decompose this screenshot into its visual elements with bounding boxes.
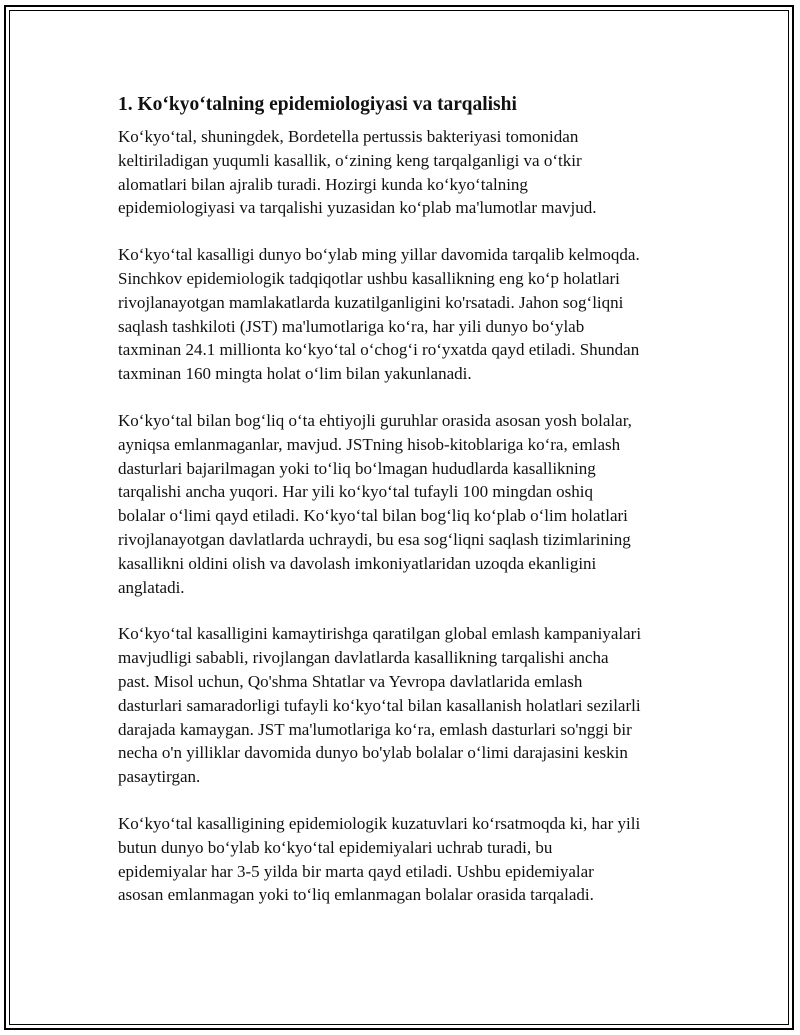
paragraph-line: dasturlari bajarilmagan yoki to‘liq bo‘lmagan hududlarda kasallikning (118, 458, 596, 478)
paragraph-line: ayniqsa emlanmaganlar, mavjud. JSTning hisob-kitoblariga ko‘ra, emlash (118, 434, 621, 454)
paragraph-line: Ko‘kyo‘tal bilan bog‘liq o‘ta ehtiyojli guruhlar orasida asosan yosh bolalar, (118, 410, 632, 430)
paragraph-line: anglatadi. (118, 577, 185, 597)
paragraph-line: mavjudligi sababli, rivojlangan davlatlarda kasallikning tarqalishi ancha (118, 648, 609, 668)
document-body (118, 92, 690, 930)
paragraph-line: rivojlanayotgan mamlakatlarda kuzatilganligini ko'rsatadi. Jahon sog‘liqni (118, 292, 624, 312)
section-heading: 1. Ko‘kyo‘talning epidemiologiyasi va tarqalishi (118, 94, 517, 115)
paragraph-line: Ko‘kyo‘tal, shuningdek, Bordetella pertussis bakteriyasi tomonidan (118, 127, 579, 146)
paragraph-line: rivojlanayotgan davlatlarda uchraydi, bu esa sog‘liqni saqlash tizimlarining (118, 529, 631, 549)
paragraph-line: Ko‘kyo‘tal kasalligining epidemiologik kuzatuvlari ko‘rsatmoqda ki, har yili (118, 813, 641, 833)
paragraph-1 (118, 125, 690, 220)
paragraph-line: alomatlari bilan ajralib turadi. Hozirgi kunda ko‘kyo‘talning (118, 174, 528, 194)
paragraph-line: butun dunyo bo‘ylab ko‘kyo‘tal epidemiyalari uchrab turadi, bu (118, 837, 553, 857)
paragraph-line: tarqalishi ancha yuqori. Har yili ko‘kyo‘tal tufayli 100 mingdan oshiq (118, 482, 593, 502)
paragraph-2 (118, 243, 690, 386)
paragraph-line: Ko‘kyo‘tal kasalligini kamaytirishga qaratilgan global emlash kampaniyalari (118, 624, 642, 644)
paragraph-3 (118, 409, 690, 599)
paragraph-line: epidemiyalar har 3-5 yilda bir marta qayd etiladi. Ushbu epidemiyalar (118, 861, 594, 881)
paragraph-line: darajada kamaygan. JST ma'lumotlariga ko‘ra, emlash dasturlari so'nggi bir (118, 719, 632, 739)
paragraph-line: taxminan 24.1 millionta ko‘kyo‘tal o‘chog‘i ro‘yxatda qayd etiladi. Shundan (118, 340, 640, 360)
paragraph-4 (118, 622, 690, 789)
paragraph-line: kasallikni oldini olish va davolash imkoniyatlaridan uzoqda ekanligini (118, 553, 597, 573)
paragraph-line: Sinchkov epidemiologik tadqiqotlar ushbu kasallikning eng ko‘p holatlari (118, 268, 620, 288)
paragraph-line: taxminan 160 mingta holat o‘lim bilan yakunlanadi. (118, 364, 472, 384)
paragraph-line: Ko‘kyo‘tal kasalligi dunyo bo‘ylab ming yillar davomida tarqalib kelmoqda. (118, 245, 640, 265)
paragraph-line: keltiriladigan yuqumli kasallik, o‘zining keng tarqalganligi va o‘tkir (118, 150, 582, 170)
paragraph-line: saqlash tashkiloti (JST) ma'lumotlariga ko‘ra, har yili dunyo bo‘ylab (118, 316, 585, 336)
paragraph-line: asosan emlanmagan yoki to‘liq emlanmagan bolalar orasida tarqaladi. (118, 885, 594, 905)
paragraph-line: past. Misol uchun, Qo'shma Shtatlar va Yevropa davlatlarida emlash (118, 671, 583, 691)
paragraph-line: epidemiologiyasi va tarqalishi yuzasidan ko‘plab ma'lumotlar mavjud. (118, 198, 597, 218)
paragraph-line: dasturlari samaradorligi tufayli ko‘kyo‘tal bilan kasallanish holatlari sezilarli (118, 695, 641, 715)
paragraph-line: necha o'n yilliklar davomida dunyo bo'ylab bolalar o‘limi darajasini keskin (118, 743, 628, 763)
paragraph-line: bolalar o‘limi qayd etiladi. Ko‘kyo‘tal bilan bog‘liq ko‘plab o‘lim holatlari (118, 506, 628, 526)
paragraph-5 (118, 812, 690, 907)
paragraph-line: pasaytirgan. (118, 767, 201, 787)
